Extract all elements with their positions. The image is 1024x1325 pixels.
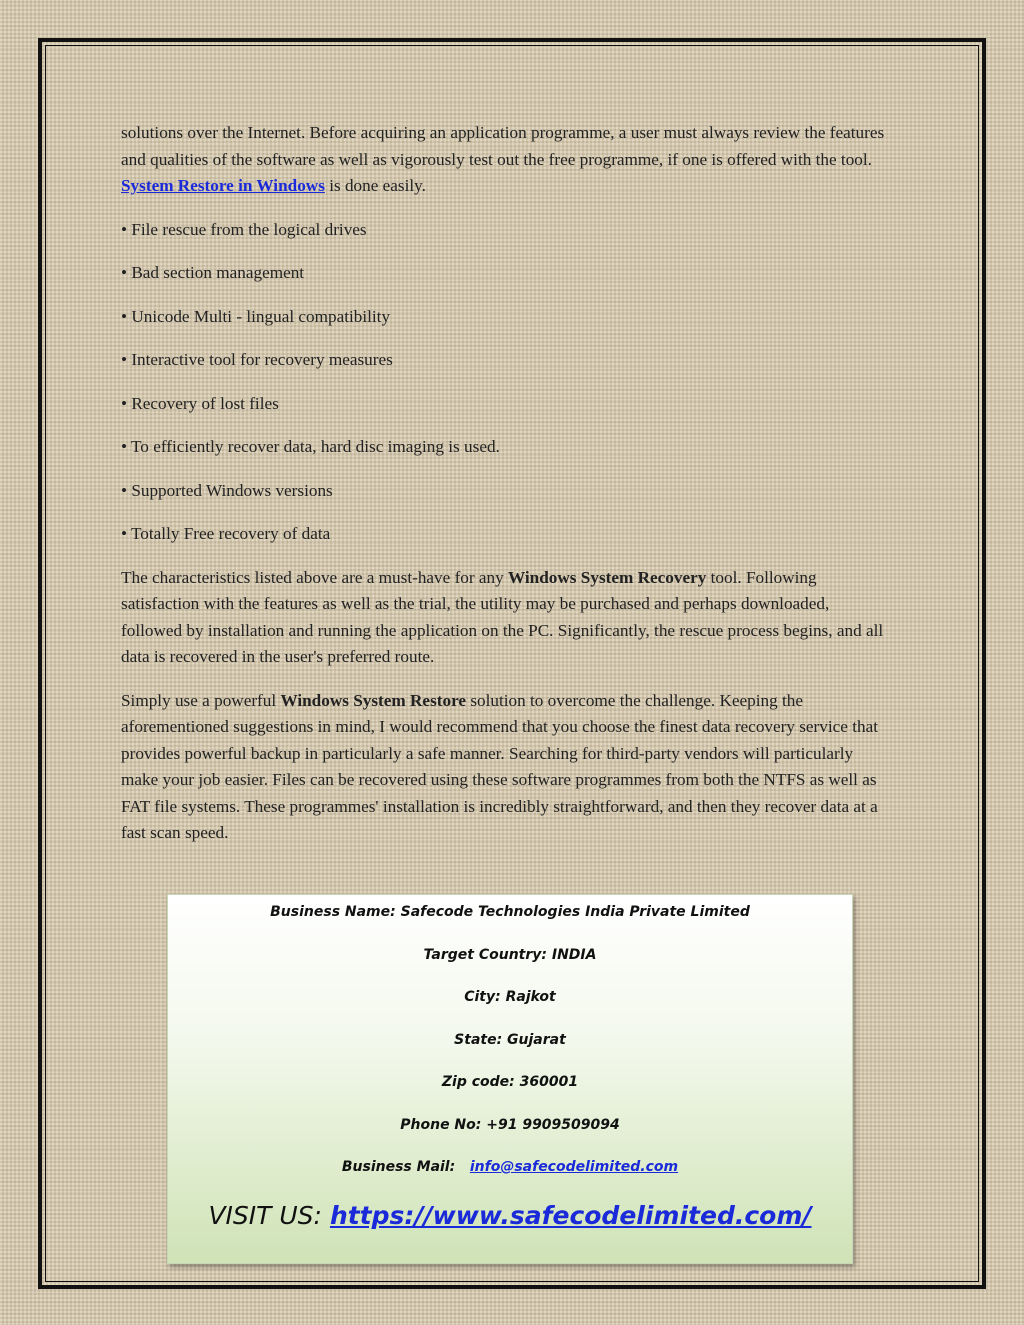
zip-code: Zip code: 360001: [441, 1074, 579, 1090]
list-item: • To efficiently recover data, hard disc imaging is used.: [121, 437, 500, 456]
intro-paragraph: solutions over the Internet. Before acquiring an application programme, a user must always review the features and qualities of the software as well as vigorously test out the free programme, if one is offered with the tool. System Restore in Windows is done easily.: [121, 123, 885, 195]
system-restore-link[interactable]: System Restore in Windows: [121, 176, 325, 195]
phone-number: Phone No: +91 9909509094: [400, 1117, 620, 1133]
city: City: Rajkot: [464, 989, 556, 1005]
mail-label: Business Mail:: [341, 1159, 456, 1175]
target-country: Target Country: INDIA: [423, 947, 597, 963]
website-link[interactable]: https://www.safecodelimited.com/: [329, 1201, 812, 1230]
feature-list: [121, 217, 893, 548]
visit-label: VISIT US:: [208, 1201, 322, 1230]
article-body: [121, 120, 893, 864]
list-item: • Bad section management: [121, 263, 305, 282]
state: State: Gujarat: [454, 1032, 566, 1048]
business-mail: [168, 1159, 852, 1175]
visit-us: [168, 1201, 852, 1230]
list-item: • Totally Free recovery of data: [121, 524, 331, 543]
mail-link[interactable]: info@safecodelimited.com: [469, 1159, 679, 1175]
list-item: • Unicode Multi - lingual compatibility: [121, 306, 391, 326]
list-item: • Interactive tool for recovery measures: [121, 350, 393, 369]
recommendation-paragraph: Simply use a powerful Windows System Restore solution to overcome the challenge. Keeping the aforementioned suggestions in mind, I would recommend that you choose the finest data recovery service that provides powerful backup in particularly a safe manner. Searching for third-party vendors will particularly make your job easier. Files can be recovered using these software programmes from both the NTFS as well as FAT file systems. These programmes' installation is incredibly straightforward, and then they recover data at a fast scan speed.: [121, 690, 878, 842]
list-item: • Supported Windows versions: [121, 480, 333, 500]
list-item: • File rescue from the logical drives: [121, 219, 367, 239]
characteristics-paragraph: The characteristics listed above are a must-have for any Windows System Recovery tool. Following satisfaction with the features as well as the trial, the utility may be purchased and perhaps downloaded, followed by installation and running the application on the PC. Significantly, the rescue process begins, and all data is recovered in the user's preferred route.: [121, 567, 884, 666]
list-item: • Recovery of lost files: [121, 393, 279, 413]
business-info-box: [167, 894, 853, 1264]
business-name: Business Name: Safecode Technologies India Private Limited: [270, 904, 750, 920]
